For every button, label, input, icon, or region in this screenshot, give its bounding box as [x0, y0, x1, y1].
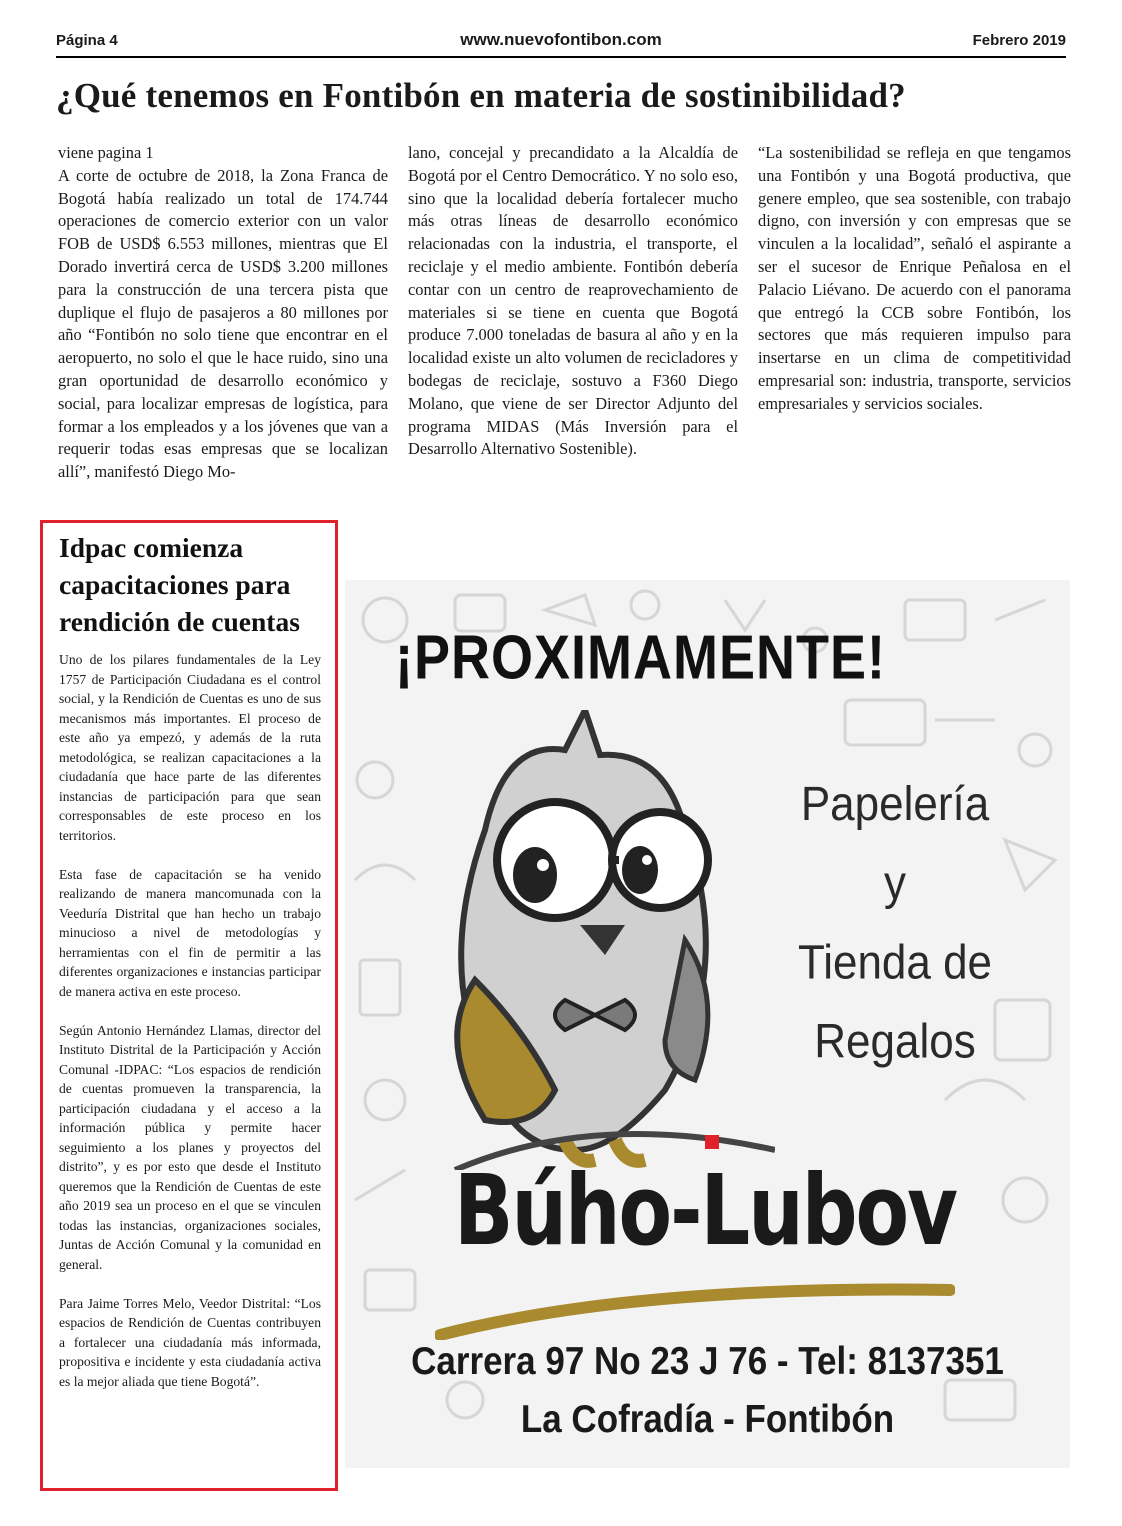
- sidebar-article-box: [40, 520, 338, 1491]
- article-paragraph: lano, concejal y precandidato a la Alcaldía de Bogotá por el Centro Democrático. Y no solo eso, sino que la localidad debería fortalecer mucho más otras líneas de desarrollo económico relacionadas con la industria, el transporte, el reciclaje y el medio ambiente. Fontibón debería contar con un centro de reaprovechamiento de materiales si se tiene en cuenta que Bogotá produce 7.000 toneladas de basura al año y en la localidad existe un alto volumen de recicladores y bodegas de reciclaje, sostuvo a F360 Diego Molano, que viene de ser Director Adjunto del programa MIDAS (Más Inversión para el Desarrollo Alternativo Sostenible).: [408, 143, 738, 459]
- page-number: Página 4: [56, 32, 118, 49]
- header-rule: [56, 56, 1066, 58]
- article-paragraph: “La sostenibilidad se refleja en que tengamos una Fontibón y una Bogotá productiva, que genere empleo, que sea sostenible, con trabajo digno, con inversión y con empresas que se vinculen a la localidad”, señaló el aspirante a ser el sucesor de Enrique Peñalosa en el Palacio Liévano. De acuerdo con el panorama que entregó la CCB sobre Fontibón, los sectores que más requieren impulso para insertarse en un clima de competitividad empresarial son: industria, transporte, servicios empresariales y servicios sociales.: [758, 143, 1071, 413]
- gold-swoosh-icon: [435, 1280, 955, 1340]
- ad-tagline-line3: Tienda de: [797, 935, 993, 990]
- ad-tagline-line1: Papelería: [800, 777, 990, 831]
- continued-note: viene pagina 1: [58, 143, 154, 162]
- article-title: ¿Qué tenemos en Fontibón en materia de sostinibilidad?: [56, 76, 906, 115]
- article-paragraph: A corte de octubre de 2018, la Zona Franca de Bogotá había realizado un total de 174.744 operaciones de comercio exterior con un valor FOB de USD$ 6.553 millones, mientras que El Dorado invertirá cerca de USD$ 3.200 millones para la construcción de una tercera pista que duplique el flujo de pasajeros a 80 millones por año “Fontibón no solo tiene que encontrar en el aeropuerto, no solo el que le hace ruido, sino una gran oportunidad de desarrollo económico y social, para localizar empresas de logística, para formar a los empleados y a los jóvenes que van a requerir todas esas empresas que se localizan allí”, manifestó Diego Mo-: [58, 165, 388, 482]
- sidebar-paragraph: Según Antonio Hernández Llamas, director del Instituto Distrital de la Participación y Acción Comunal -IDPAC: “Los espacios de rendición de cuentas promueven la transparencia, la participación ciudadana y el acceso a la información pública y permite hacer seguimiento a los planes y proyectos del distrito”, y es por esto que desde el Instituto queremos que la Rendición de Cuentas de este año 2019 sea un proceso en el que se vinculen todas las instancias, organizaciones sociales, Juntas de Acción Comunal y la comunidad en general.: [59, 1022, 321, 1272]
- site-url[interactable]: www.nuevofontibon.com: [460, 30, 662, 49]
- ad-brand-name: Búho-Lubov: [454, 1155, 956, 1268]
- owl-mascot-icon: [415, 710, 775, 1170]
- page-header: [56, 30, 1066, 54]
- sidebar-paragraph: Uno de los pilares fundamentales de la Ley 1757 de Participación Ciudadana es el control social, y la Rendición de Cuentas es uno de sus mecanismos más importantes. El proceso de este año ya empezó, y además de la ruta metodológica, se realizan capacitaciones a la ciudadanía que hace parte de las diferentes instancias de participación para que sean corresponsables de este proceso en los territorios.: [59, 652, 321, 843]
- ad-tagline-line2: y: [884, 856, 906, 911]
- sidebar-paragraph: Para Jaime Torres Melo, Veedor Distrital: “Los espacios de Rendición de Cuentas contribuyen a fortalecer una ciudadanía más informada, propositiva e incidente y esta ciudadanía activa es la mejor aliada que tiene Bogotá”.: [59, 1295, 321, 1389]
- sidebar-paragraph: Esta fase de capacitación se ha venido realizando de manera mancomunada con la Veeduría Distrital que han hecho un trabajo minucioso a nivel de metodologías y herramientas con el fin de permitir a las diferentes organizaciones e instancias participar de manera activa en este proceso.: [59, 866, 321, 999]
- ad-headline: ¡PROXIMAMENTE!: [395, 623, 886, 693]
- article-column-3: [758, 142, 1071, 416]
- advertisement[interactable]: [345, 580, 1070, 1468]
- article-column-2: [408, 142, 738, 461]
- sidebar-title: Idpac comienza capacitaciones para rendición de cuentas: [59, 532, 300, 637]
- issue-date: Febrero 2019: [972, 32, 1066, 49]
- sidebar-body: [59, 650, 321, 1391]
- ad-tagline: [765, 765, 1025, 1082]
- ad-address: Carrera 97 No 23 J 76 - Tel: 8137351: [411, 1340, 1004, 1383]
- article-column-1: [58, 142, 388, 484]
- ad-location: La Cofradía - Fontibón: [520, 1398, 895, 1441]
- ad-tagline-line4: Regalos: [814, 1014, 976, 1069]
